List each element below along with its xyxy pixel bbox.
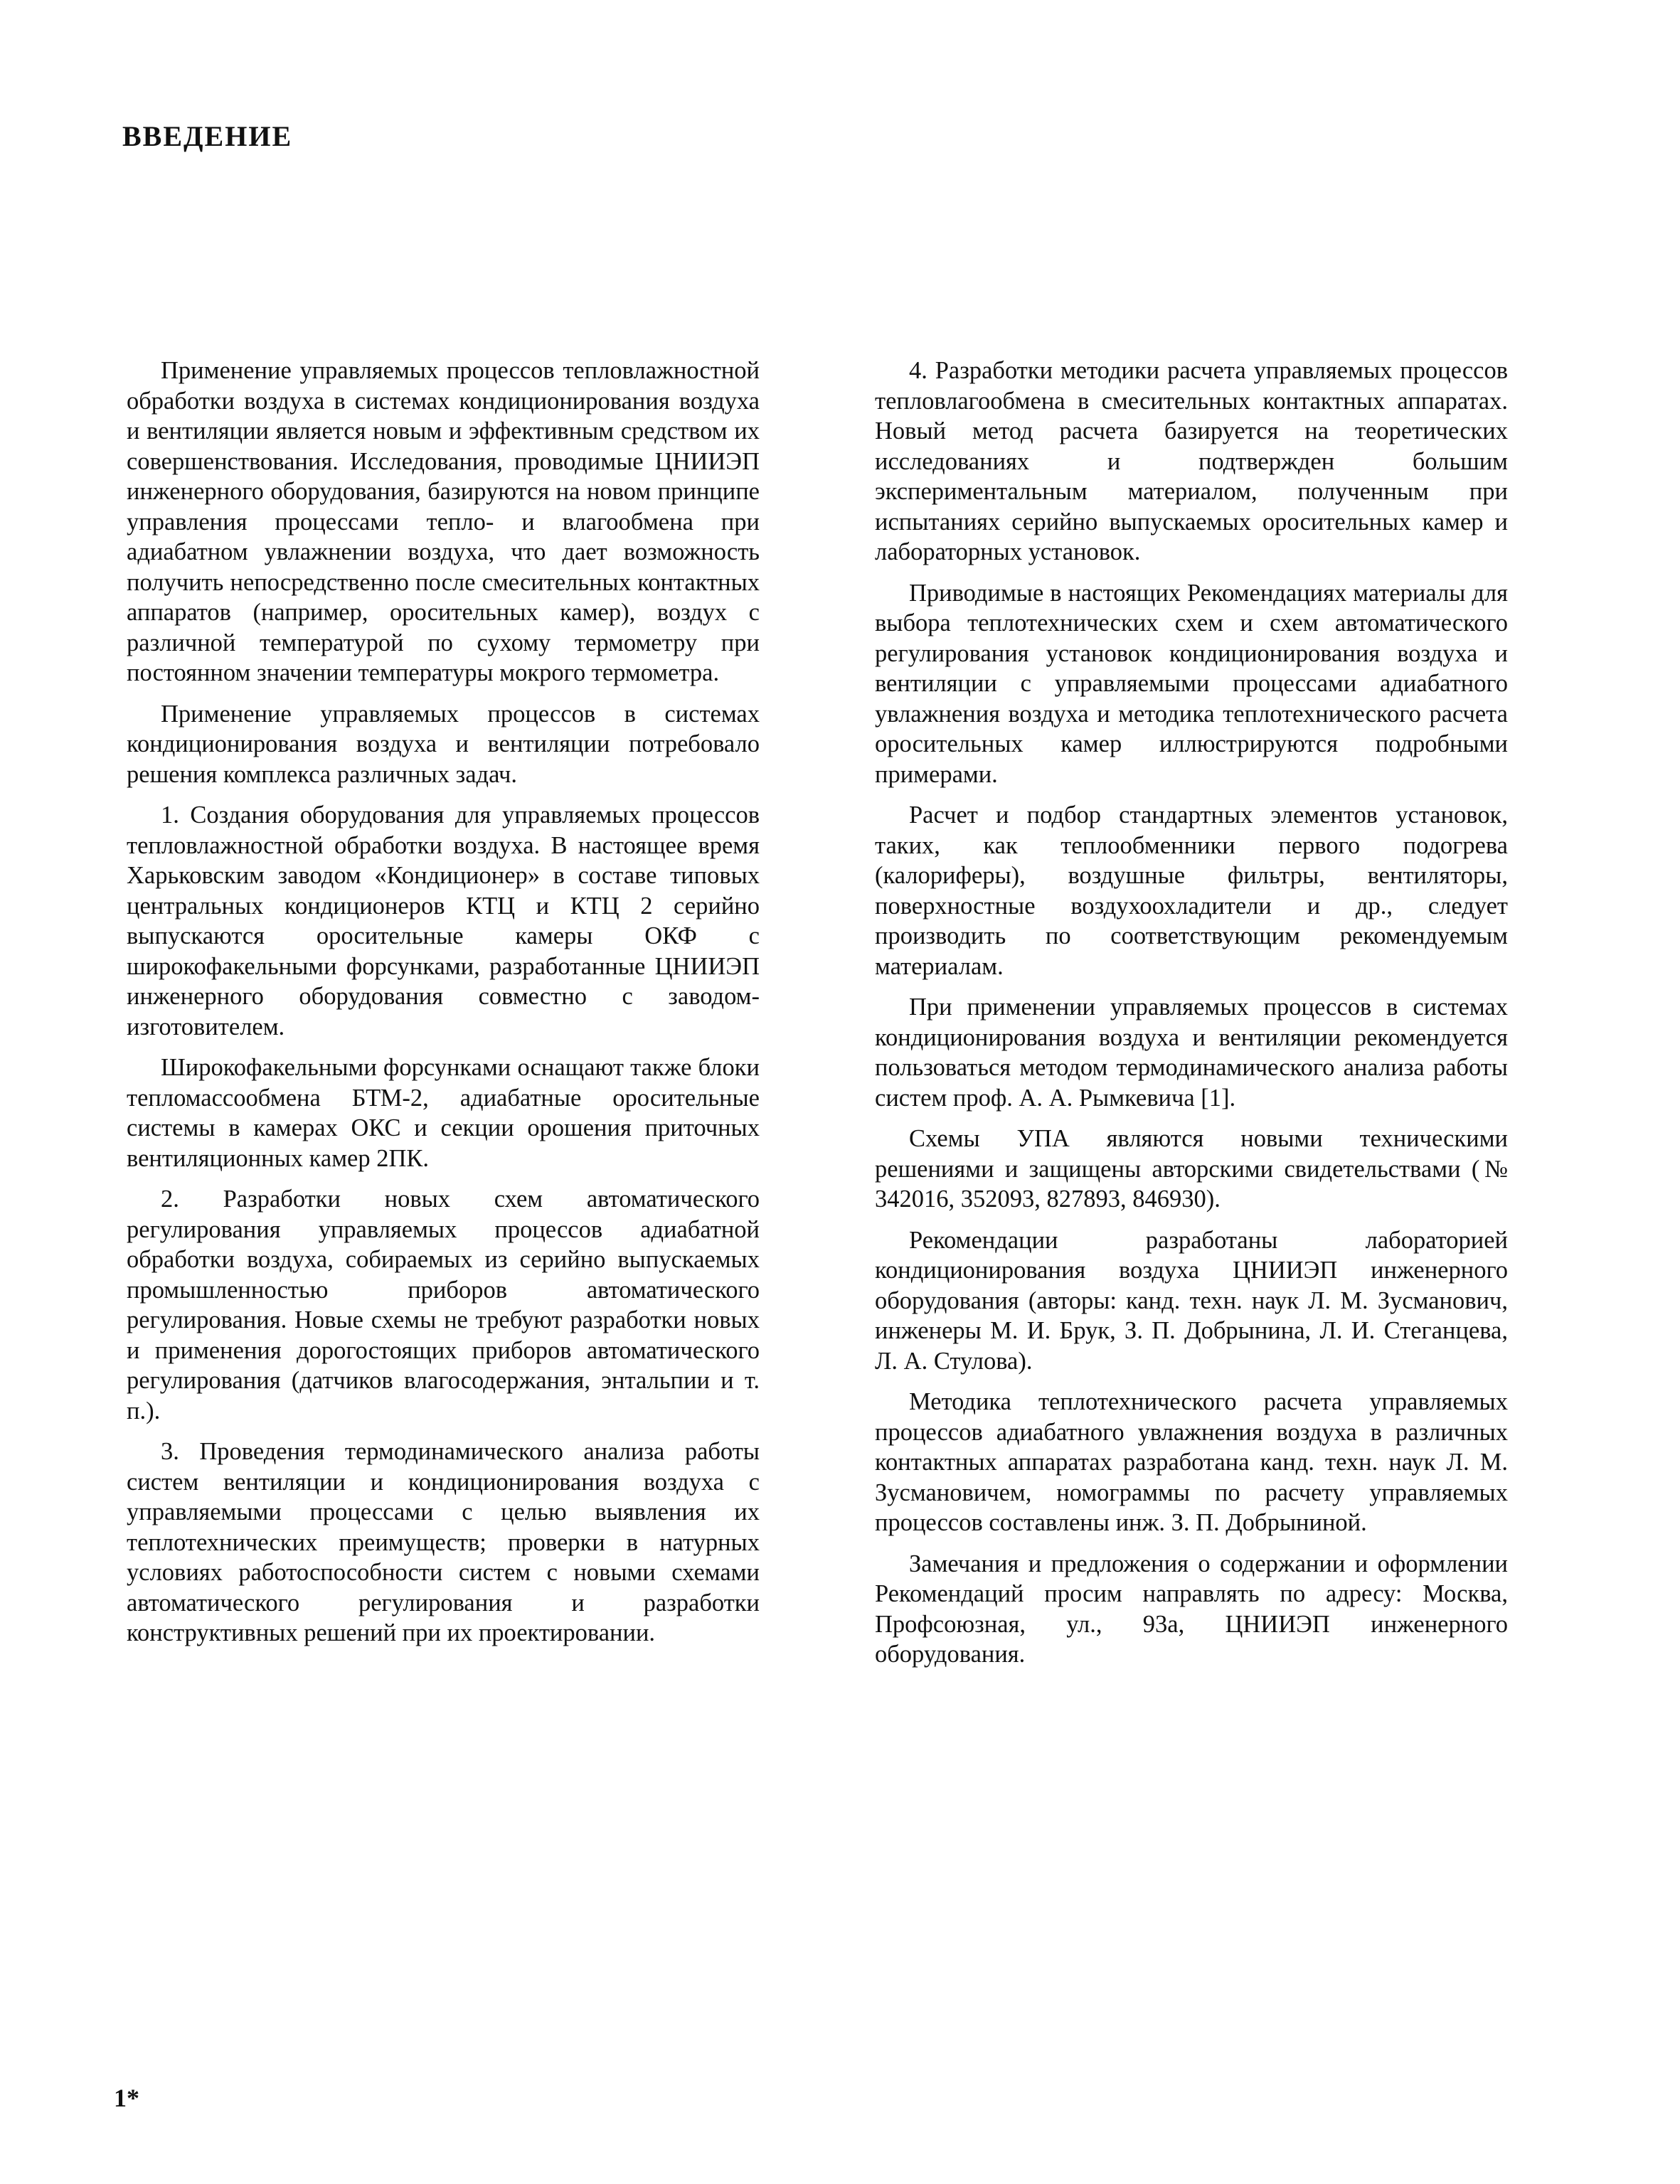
paragraph: Методика теплотехнического расчета управляемых процессов адиабатного увлажнения воздуха в различных контактных аппаратах разработана канд. техн. наук Л. М. Зусмановичем, номограммы по расчету управляемых процессов составлены инж. З. П. Добрыниной.: [875, 1388, 1508, 1536]
paragraph: Применение управляемых процессов тепловлажностной обработки воздуха в системах кондиционирования воздуха и вентиляции является новым и эффективным средством их совершенствования. Исследования, проводимые ЦНИИЭП инженерного оборудования, базируются на новом принципе управления процессами тепло- и влагообмена при адиабатном увлажнении воздуха, что дает возможность получить непосредственно после смесительных контактных аппаратов (например, оросительных камер), воздух с различной температурой по сухому термометру при постоянном значении температуры мокрого термометра.: [127, 357, 760, 686]
paragraph: 3. Проведения термодинамического анализа работы систем вентиляции и кондиционирования воздуха с управляемыми процессами с целью выявления их теплотехнических преимуществ; проверки в натурных условиях работоспособности систем с новыми схемами автоматического регулирования и разработки конструктивных решений при их проектировании.: [127, 1438, 760, 1646]
paragraph: Приводимые в настоящих Рекомендациях материалы для выбора теплотехнических схем и схем автоматического регулирования установок кондиционирования воздуха и вентиляции с управляемыми процессами адиабатного увлажнения воздуха и методика теплотехнического расчета оросительных камер иллюстрируются подробными примерами.: [875, 579, 1508, 788]
paragraph: Рекомендации разработаны лабораторией кондиционирования воздуха ЦНИИЭП инженерного оборудования (авторы: канд. техн. наук Л. М. Зусманович, инженеры М. И. Брук, З. П. Добрынина, Л. И. Стеганцева, Л. А. Стулова).: [875, 1226, 1508, 1375]
paragraph: Замечания и предложения о содержании и оформлении Рекомендаций просим направлять по адресу: Москва, Профсоюзная, ул., 93а, ЦНИИЭП инженерного оборудования.: [875, 1550, 1508, 1668]
paragraph: Широкофакельными форсунками оснащают также блоки тепломассообмена БТМ-2, адиабатные оросительные системы в камерах ОКС и секции орошения приточных вентиляционных камер 2ПК.: [127, 1054, 760, 1172]
paragraph: 4. Разработки методики расчета управляемых процессов тепловлагообмена в смесительных контактных аппаратах. Новый метод расчета базируется на теоретических исследованиях и подтвержден большим экспериментальным материалом, полученным при испытаниях серийно выпускаемых оросительных камер и лабораторных установок.: [875, 357, 1508, 565]
right-column: [875, 356, 1508, 1680]
paragraph: 2. Разработки новых схем автоматического регулирования управляемых процессов адиабатной обработки воздуха, собираемых из серийно выпускаемых промышленностью приборов автоматического регулирования. Новые схемы не требуют разработки новых и применения дорогостоящих приборов автоматического регулирования (датчиков влагосодержания, энтальпии и т. п.).: [127, 1186, 760, 1424]
paragraph: Применение управляемых процессов в системах кондиционирования воздуха и вентиляции потребовало решения комплекса различных задач.: [127, 700, 760, 788]
left-column: [127, 356, 760, 1659]
paragraph: 1. Создания оборудования для управляемых процессов тепловлажностной обработки воздуха. В настоящее время Харьковским заводом «Кондиционер» в составе типовых центральных кондиционеров КТЦ и КТЦ 2 серийно выпускаются оросительные камеры ОКФ с широкофакельными форсунками, разработанные ЦНИИЭП инженерного оборудования совместно с заводом-изготовителем.: [127, 801, 760, 1040]
page-title: ВВЕДЕНИЕ: [122, 120, 293, 152]
paragraph: При применении управляемых процессов в системах кондиционирования воздуха и вентиляции рекомендуется пользоваться методом термодинамического анализа работы систем проф. А. А. Рымкевича [1].: [875, 994, 1508, 1112]
paragraph: Схемы УПА являются новыми техническими решениями и защищены авторскими свидетельствами (№ 342016, 352093, 827893, 846930).: [875, 1125, 1508, 1213]
page-number: 1*: [114, 2084, 139, 2112]
paragraph: Расчет и подбор стандартных элементов установок, таких, как теплообменники первого подогрева (калориферы), воздушные фильтры, вентиляторы, поверхностные воздухоохладители и др., следует производить по соответствующим рекомендуемым материалам.: [875, 801, 1508, 980]
